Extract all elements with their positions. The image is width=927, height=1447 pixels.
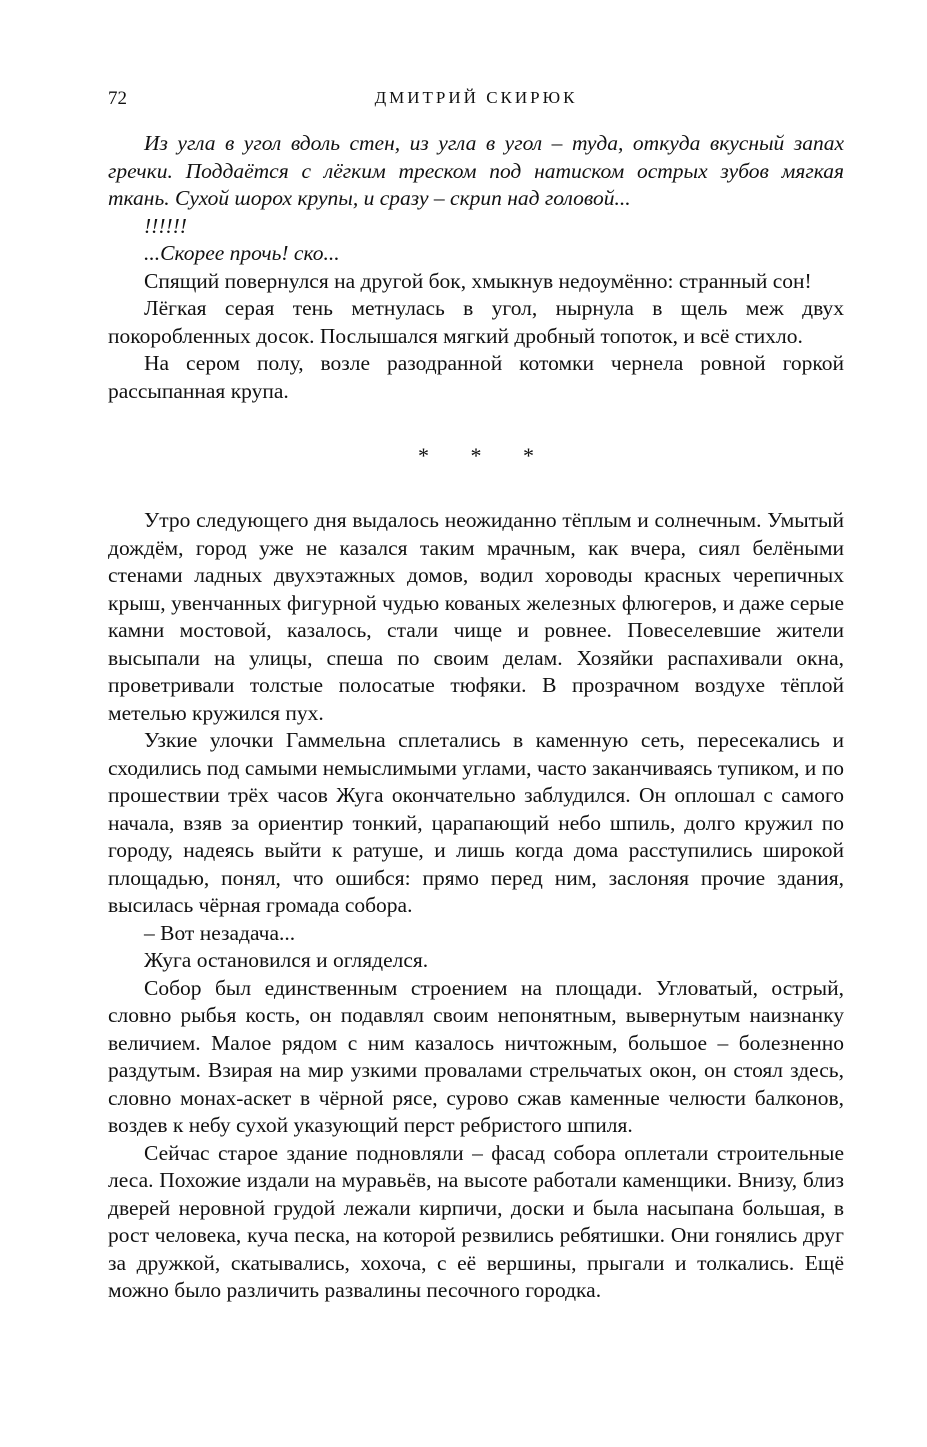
section-separator: * * * <box>418 443 552 468</box>
page-header <box>108 88 844 118</box>
italic-paragraph: !!!!!! <box>144 213 187 238</box>
body-text <box>108 130 844 1305</box>
dialogue-line: – Вот незадача... <box>144 920 296 945</box>
paragraph: Жуга остановился и огляделся. <box>144 948 429 972</box>
running-title: ДМИТРИЙ СКИРЮК <box>374 88 578 107</box>
paragraph: Узкие улочки Гаммельна сплетались в каменную сеть, пересекались и сходились под самыми немыслимыми углами, часто заканчиваясь тупиком, и по прошествии трёх часов Жуга окончательно заблудился. Он оплошал с самого начала, взяв за ориентир тонкий, царапающий небо шпиль, долго кружил по городу, надеясь выйти к ратуше, и лишь когда дома расступились широкой площадью, понял, что ошибся: прямо перед ним, заслоняя прочие здания, высилась чёрная громада собора. <box>108 728 844 917</box>
paragraph: Сейчас старое здание подновляли – фасад собора оплетали строительные леса. Похожие издали на муравьёв, на высоте работали каменщики. Внизу, близ дверей неровной грудой лежали кирпичи, доски и была насыпана большая, в рост человека, куча песка, на которой резвились ребятишки. Они гонялись друг за дружкой, скатывались, хохоча, с её вершины, прыгали и толкались. Ещё можно было различить развалины песочного городка. <box>108 1140 844 1302</box>
paragraph: Утро следующего дня выдалось неожиданно тёплым и солнечным. Умытый дождём, город уже не казался таким мрачным, как вчера, сиял белёными стенами ладных двухэтажных домов, водил хороводы красных черепичных крыш, увенчанных фигурной чудью кованых железных флюгеров, и даже серые камни мостовой, казалось, стали чище и ровнее. Повеселевшие жители высыпали на улицы, спеша по своим делам. Хозяйки распахивали окна, проветривали толстые полосатые тюфяки. В прозрачном воздухе тёплой метелью кружился пух. <box>108 508 844 725</box>
italic-paragraph: Из угла в угол вдоль стен, из угла в угол – туда, откуда вкусный запах гречки. Поддаётся с лёгким треском под натиском острых зубов мягкая ткань. Сухой шорох крупы, и сразу – скрип над головой... <box>108 131 844 210</box>
paragraph: На сером полу, возле разодранной котомки чернела ровной горкой рассыпанная крупа. <box>108 351 844 403</box>
italic-paragraph: ...Скорее прочь! ско... <box>144 241 340 265</box>
page-number: 72 <box>108 88 127 109</box>
paragraph: Собор был единственным строением на площади. Угловатый, острый, словно рыбья кость, он подавлял своим непонятным, вывернутым наизнанку величием. Малое рядом с ним казалось ничтожным, большое – болезненно раздутым. Взирая на мир узкими провалами стрельчатых окон, он стоял здесь, словно монах-аскет в чёрной рясе, сурово сжав каменные челюсти балконов, воздев к небу сухой указующий перст ребристого шпиля. <box>108 975 844 1137</box>
paragraph: Спящий повернулся на другой бок, хмыкнув недоумённо: странный сон! <box>144 268 812 293</box>
paragraph: Лёгкая серая тень метнулась в угол, нырнула в щель меж двух покоробленных досок. Послышался мягкий дробный топоток, и всё стихло. <box>108 296 844 348</box>
